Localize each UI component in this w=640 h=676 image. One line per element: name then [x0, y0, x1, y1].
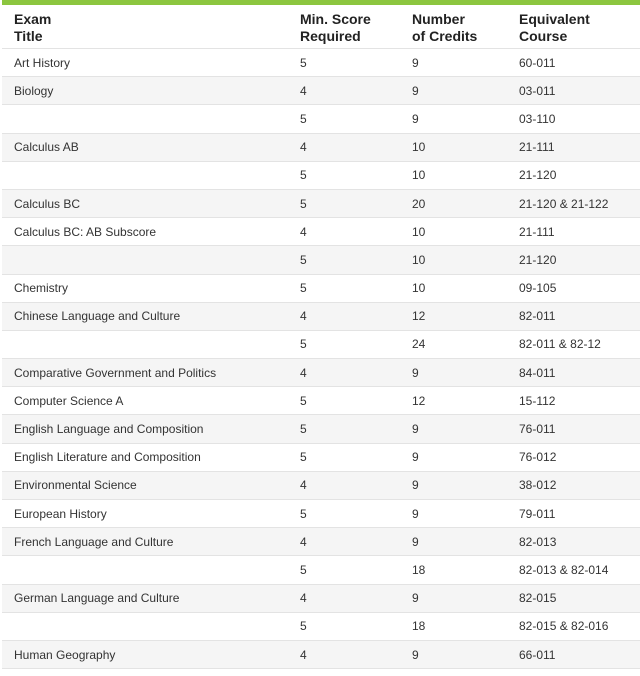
header-min-score-line2: Required [300, 28, 361, 44]
table-row [2, 556, 640, 584]
cell-credits: 10 [400, 274, 507, 302]
cell-course: 21-111 [507, 218, 640, 246]
cell-min-score: 5 [288, 330, 400, 358]
header-course-line1: Equivalent [519, 11, 590, 27]
cell-exam [2, 612, 288, 640]
table-row [2, 274, 640, 302]
header-credits-line1: Number [412, 11, 465, 27]
table-row [2, 105, 640, 133]
cell-min-score: 4 [288, 302, 400, 330]
cell-exam: Calculus AB [2, 133, 288, 161]
cell-course: 15-112 [507, 387, 640, 415]
cell-course: 82-013 & 82-014 [507, 556, 640, 584]
table-row [2, 218, 640, 246]
header-min-score [288, 5, 400, 49]
header-course-line2: Course [519, 28, 568, 44]
cell-min-score: 5 [288, 274, 400, 302]
cell-credits: 9 [400, 77, 507, 105]
cell-exam [2, 556, 288, 584]
table-row [2, 330, 640, 358]
header-min-score-line1: Min. Score [300, 11, 371, 27]
cell-min-score: 5 [288, 189, 400, 217]
cell-min-score: 5 [288, 387, 400, 415]
cell-credits: 9 [400, 359, 507, 387]
cell-course: 21-120 [507, 246, 640, 274]
table-body [2, 49, 640, 669]
cell-exam [2, 330, 288, 358]
cell-exam [2, 246, 288, 274]
cell-min-score: 5 [288, 556, 400, 584]
cell-course: 38-012 [507, 471, 640, 499]
cell-credits: 24 [400, 330, 507, 358]
cell-credits: 9 [400, 443, 507, 471]
cell-credits: 20 [400, 189, 507, 217]
header-exam-title-line1: Exam [14, 11, 52, 27]
cell-credits: 10 [400, 161, 507, 189]
table-row [2, 584, 640, 612]
cell-exam: Human Geography [2, 640, 288, 668]
cell-course: 82-011 [507, 302, 640, 330]
cell-min-score: 4 [288, 77, 400, 105]
cell-exam: Calculus BC [2, 189, 288, 217]
header-credits [400, 5, 507, 49]
cell-course: 76-012 [507, 443, 640, 471]
cell-exam: Computer Science A [2, 387, 288, 415]
cell-min-score: 5 [288, 105, 400, 133]
cell-exam: French Language and Culture [2, 528, 288, 556]
cell-credits: 9 [400, 471, 507, 499]
cell-exam: Chemistry [2, 274, 288, 302]
header-credits-line2: of Credits [412, 28, 478, 44]
cell-credits: 9 [400, 49, 507, 77]
cell-min-score: 4 [288, 359, 400, 387]
header-exam-title [2, 5, 288, 49]
table-row [2, 302, 640, 330]
table-row [2, 387, 640, 415]
cell-exam: Calculus BC: AB Subscore [2, 218, 288, 246]
cell-course: 82-013 [507, 528, 640, 556]
table-row [2, 612, 640, 640]
cell-course: 76-011 [507, 415, 640, 443]
cell-credits: 9 [400, 415, 507, 443]
cell-exam: Biology [2, 77, 288, 105]
table-header [2, 5, 640, 49]
cell-min-score: 4 [288, 528, 400, 556]
table-row [2, 161, 640, 189]
header-row [2, 5, 640, 49]
cell-exam: Art History [2, 49, 288, 77]
cell-credits: 9 [400, 528, 507, 556]
cell-min-score: 5 [288, 612, 400, 640]
table-row [2, 133, 640, 161]
table-row [2, 640, 640, 668]
cell-min-score: 5 [288, 49, 400, 77]
cell-credits: 10 [400, 133, 507, 161]
table-row [2, 443, 640, 471]
cell-min-score: 5 [288, 443, 400, 471]
cell-course: 21-120 [507, 161, 640, 189]
table-row [2, 471, 640, 499]
cell-min-score: 5 [288, 415, 400, 443]
cell-exam: Environmental Science [2, 471, 288, 499]
cell-course: 09-105 [507, 274, 640, 302]
table-row [2, 528, 640, 556]
cell-credits: 18 [400, 612, 507, 640]
table-row [2, 189, 640, 217]
cell-min-score: 5 [288, 246, 400, 274]
cell-min-score: 4 [288, 584, 400, 612]
cell-min-score: 5 [288, 161, 400, 189]
cell-min-score: 4 [288, 640, 400, 668]
cell-exam: German Language and Culture [2, 584, 288, 612]
ap-credit-table [2, 5, 640, 669]
table-row [2, 49, 640, 77]
header-course [507, 5, 640, 49]
cell-credits: 9 [400, 500, 507, 528]
cell-course: 82-011 & 82-12 [507, 330, 640, 358]
cell-course: 03-011 [507, 77, 640, 105]
table-row [2, 500, 640, 528]
cell-credits: 10 [400, 218, 507, 246]
cell-exam: English Literature and Composition [2, 443, 288, 471]
table-row [2, 246, 640, 274]
cell-course: 21-120 & 21-122 [507, 189, 640, 217]
cell-min-score: 4 [288, 471, 400, 499]
cell-course: 03-110 [507, 105, 640, 133]
table-row [2, 359, 640, 387]
cell-credits: 9 [400, 640, 507, 668]
cell-course: 66-011 [507, 640, 640, 668]
cell-course: 79-011 [507, 500, 640, 528]
cell-course: 21-111 [507, 133, 640, 161]
header-exam-title-line2: Title [14, 28, 43, 44]
table-row [2, 77, 640, 105]
cell-exam: Comparative Government and Politics [2, 359, 288, 387]
cell-credits: 18 [400, 556, 507, 584]
cell-credits: 12 [400, 302, 507, 330]
cell-exam: English Language and Composition [2, 415, 288, 443]
cell-course: 84-011 [507, 359, 640, 387]
cell-course: 60-011 [507, 49, 640, 77]
cell-credits: 10 [400, 246, 507, 274]
table-row [2, 415, 640, 443]
cell-credits: 12 [400, 387, 507, 415]
cell-exam: Chinese Language and Culture [2, 302, 288, 330]
cell-credits: 9 [400, 105, 507, 133]
cell-exam [2, 161, 288, 189]
cell-min-score: 4 [288, 133, 400, 161]
cell-course: 82-015 [507, 584, 640, 612]
cell-course: 82-015 & 82-016 [507, 612, 640, 640]
cell-exam: European History [2, 500, 288, 528]
cell-min-score: 4 [288, 218, 400, 246]
cell-exam [2, 105, 288, 133]
cell-min-score: 5 [288, 500, 400, 528]
cell-credits: 9 [400, 584, 507, 612]
